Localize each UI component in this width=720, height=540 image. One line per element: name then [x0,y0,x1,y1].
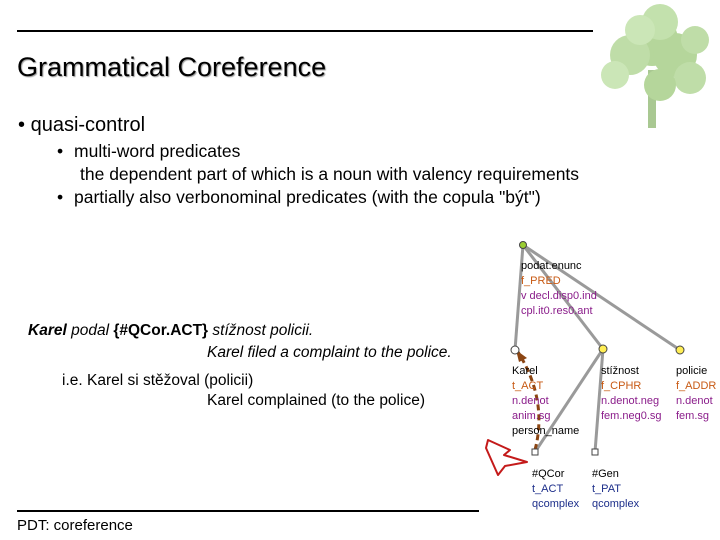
example-paraphrase: i.e. Karel si stěžoval (policii) [62,372,254,389]
sub-bullet-1-continuation: the dependent part of which is a noun with valency requirements [80,164,580,184]
karel-grammatemes-2: anim.sg [512,410,551,422]
karel-nametype: person_name [512,425,580,437]
bullet-text: quasi-control [30,114,146,136]
example-rest: stížnost policii. [212,322,314,339]
gen-lemma: #Gen [592,468,619,480]
node-gen [592,449,598,455]
stiznost-lemma: stížnost [601,365,639,377]
node-root [520,242,527,249]
karel-grammatemes-1: n.denot [512,395,549,407]
example-verb: podal [71,322,110,339]
node-label-stiznost [601,364,662,424]
arrow-icon [486,440,527,475]
qcor-nodetype: qcomplex [532,498,580,510]
policie-functor: f_ADDR [676,380,717,392]
node-label-policie [676,364,716,424]
policie-grammatemes-2: fem.sg [676,410,710,422]
gen-nodetype: qcomplex [592,498,640,510]
node-label-root [521,259,597,319]
node-karel [511,346,519,354]
root-grammatemes-1: v decl.disp0.ind [521,290,597,302]
stiznost-grammatemes-1: n.denot.neg [601,395,660,407]
root-grammatemes-2: cpl.it0.res0.ant [521,305,593,317]
node-label-karel [512,364,579,439]
karel-lemma: Karel [512,365,538,377]
bullet-marker: • [57,187,64,207]
qcor-functor: t_ACT [532,483,564,495]
example-translation-1: Karel filed a complaint to the police. [207,344,452,361]
node-label-gen [592,467,639,512]
karel-functor: t_ACT [512,380,544,392]
node-qcor [532,449,538,455]
slide-title: Grammatical Coreference [17,52,327,82]
stiznost-grammatemes-2: fem.neg0.sg [601,410,662,422]
policie-lemma: policie [676,365,708,377]
example-subject: Karel [28,322,67,339]
bullet-marker: • [57,141,64,161]
bullet-marker: • [18,114,26,136]
policie-grammatemes-1: n.denot [676,395,713,407]
root-functor: f_PRED [521,275,561,287]
footer-text: PDT: coreference [17,517,133,534]
qcor-lemma: #QCor [532,468,565,480]
node-label-qcor [532,467,579,512]
stiznost-functor: f_CPHR [601,380,642,392]
node-stiznost [599,345,607,353]
sub-bullet-text: multi-word predicates [74,141,241,161]
sub-bullet-text: partially also verbonominal predicates (with the copula "být") [74,187,541,207]
example-qcor: {#QCor.ACT} [113,322,209,339]
gen-functor: t_PAT [592,483,621,495]
node-policie [676,346,684,354]
example-translation-2: Karel complained (to the police) [207,392,425,409]
root-lemma: podat.enunc [521,260,582,272]
